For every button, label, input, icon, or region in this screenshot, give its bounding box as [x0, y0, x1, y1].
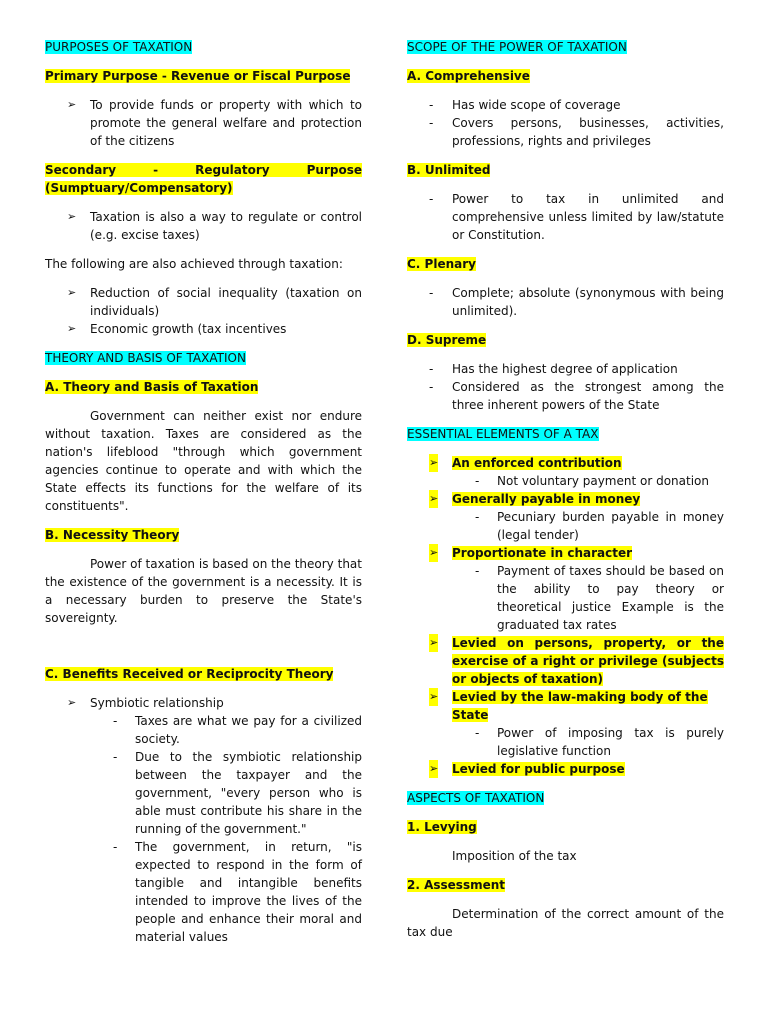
arrow-bullet-icon: ➢ — [429, 490, 438, 508]
element-item: ➢ An enforced contribution — [429, 456, 622, 470]
dash-item: - Considered as the strongest among the three inherent powers of the State — [429, 380, 724, 412]
bullet-item: ➢ Taxation is also a way to regulate or control (e.g. excise taxes) — [67, 210, 362, 242]
plenary-heading: C. Plenary — [407, 257, 476, 271]
dash-item: - Has wide scope of coverage — [429, 98, 621, 112]
assessment-heading: 2. Assessment — [407, 878, 506, 892]
dash-item: - Pecuniary burden payable in money (legal tender) — [475, 510, 724, 542]
levying-text: Imposition of the tax — [452, 849, 577, 863]
theory-a-text: Government can neither exist nor endure without taxation. Taxes are considered as the nation's lifeblood "through which government agencies continue to operate and with which the State effects its functions for the welfare of its constituents". — [45, 409, 362, 513]
right-column — [407, 38, 724, 941]
aspects-heading: ASPECTS OF TAXATION — [407, 791, 545, 805]
dash-item: - Taxes are what we pay for a civilized society. — [113, 714, 362, 746]
arrow-bullet-icon: ➢ — [429, 760, 438, 778]
necessity-heading: B. Necessity Theory — [45, 528, 180, 542]
also-achieved-text: The following are also achieved through taxation: — [45, 257, 343, 271]
arrow-bullet-icon: ➢ — [429, 544, 438, 562]
assessment-text: Determination of the correct amount of the tax due — [407, 907, 724, 939]
theory-a-heading: A. Theory and Basis of Taxation — [45, 380, 259, 394]
element-item: ➢ Levied for public purpose — [429, 762, 625, 776]
element-item: ➢ Generally payable in money — [429, 492, 641, 506]
primary-purpose-heading: Primary Purpose - Revenue or Fiscal Purpose — [45, 69, 351, 83]
element-item: ➢ Proportionate in character — [429, 546, 633, 560]
arrow-bullet-icon: ➢ — [67, 322, 77, 335]
dash-item: - Has the highest degree of application — [429, 362, 678, 376]
supreme-heading: D. Supreme — [407, 333, 487, 347]
secondary-purpose-heading: Secondary - Regulatory Purpose (Sumptuary/Compensatory) — [45, 163, 362, 195]
levying-heading: 1. Levying — [407, 820, 477, 834]
purposes-heading: PURPOSES OF TAXATION — [45, 40, 193, 54]
benefits-heading: C. Benefits Received or Reciprocity Theory — [45, 667, 334, 681]
bullet-item: ➢ Reduction of social inequality (taxation on individuals) — [67, 286, 362, 318]
dash-item: - Power of imposing tax is purely legislative function — [475, 726, 724, 758]
arrow-bullet-icon: ➢ — [67, 210, 77, 223]
arrow-bullet-icon: ➢ — [67, 98, 77, 111]
dash-item: - Payment of taxes should be based on the ability to pay theory or theoretical justice Example is the graduated tax rates — [475, 564, 724, 632]
arrow-bullet-icon: ➢ — [429, 634, 438, 652]
arrow-bullet-icon: ➢ — [67, 286, 77, 299]
theory-heading: THEORY AND BASIS OF TAXATION — [45, 351, 246, 365]
arrow-bullet-icon: ➢ — [429, 688, 438, 706]
comprehensive-heading: A. Comprehensive — [407, 69, 530, 83]
element-item: ➢ Levied by the law-making body of the State — [429, 690, 708, 722]
element-item: ➢ Levied on persons, property, or the exercise of a right or privilege (subjects or objects of taxation) — [429, 636, 724, 686]
bullet-item: ➢ Economic growth (tax incentives — [67, 322, 287, 336]
dash-item: - Covers persons, businesses, activities, professions, rights and privileges — [429, 116, 724, 148]
bullet-item: ➢ To provide funds or property with which to promote the general welfare and protection of the citizens — [67, 98, 362, 148]
necessity-text: Power of taxation is based on the theory that the existence of the government is a necessity. It is a necessary burden to preserve the State's sovereignty. — [45, 557, 362, 625]
unlimited-heading: B. Unlimited — [407, 163, 491, 177]
dash-item: - Not voluntary payment or donation — [475, 474, 709, 488]
arrow-bullet-icon: ➢ — [429, 454, 438, 472]
dash-item: - Power to tax in unlimited and comprehensive unless limited by law/statute or Constitution. — [429, 192, 724, 242]
arrow-bullet-icon: ➢ — [67, 696, 77, 709]
bullet-item: ➢ Symbiotic relationship — [67, 696, 224, 710]
dash-item: - Complete; absolute (synonymous with being unlimited). — [429, 286, 724, 318]
scope-heading: SCOPE OF THE POWER OF TAXATION — [407, 40, 627, 54]
dash-item: - Due to the symbiotic relationship between the taxpayer and the government, "every person who is able must contribute his share in the running of the government." — [113, 750, 362, 836]
dash-item: - The government, in return, "is expected to respond in the form of tangible and intangible benefits intended to improve the lives of the people and enhance their moral and material values — [113, 840, 362, 944]
left-column — [45, 38, 362, 946]
elements-heading: ESSENTIAL ELEMENTS OF A TAX — [407, 427, 599, 441]
